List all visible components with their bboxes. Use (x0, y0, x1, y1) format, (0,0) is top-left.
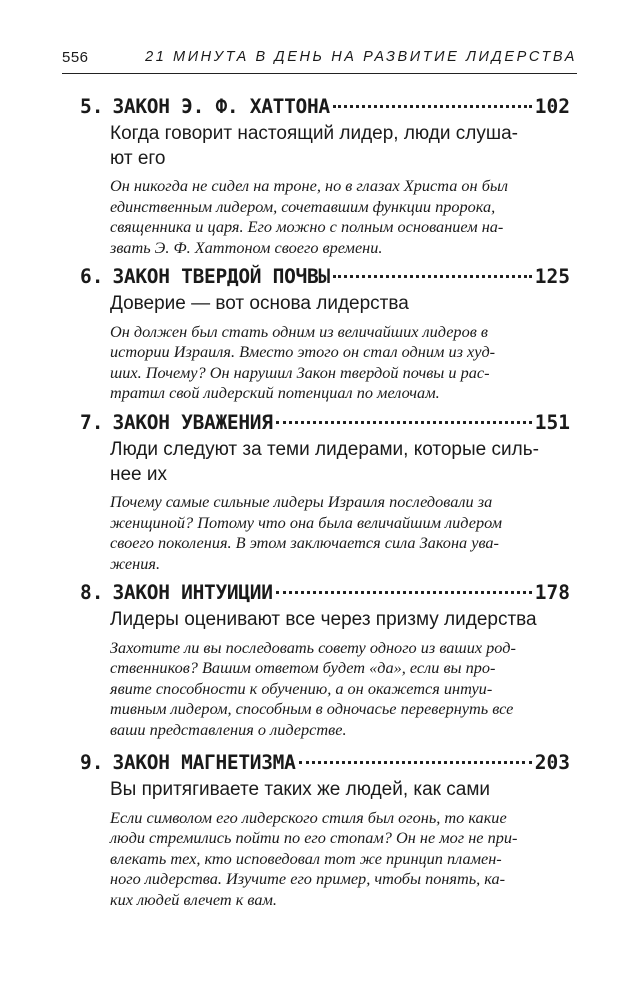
subtitle-line: Люди следуют за теми лидерами, которые силь- (110, 439, 539, 460)
entry-title: ЗАКОН Э. Ф. ХАТТОНА (112, 95, 330, 118)
entry-title: ЗАКОН МАГНЕТИЗМА (112, 751, 296, 774)
dot-leader (333, 259, 532, 283)
description-line: ваши представления о лидерстве. (110, 719, 347, 739)
entry-description (110, 176, 570, 258)
description-line: ших. Почему? Он нарушил Закон твердой почвы и рас- (110, 362, 490, 382)
page-header (62, 47, 577, 74)
description-line: Если символом его лидерского стиля был огонь, то какие (110, 807, 507, 827)
description-line: Почему самые сильные лидеры Израиля последовали за (110, 492, 493, 511)
dot-leader (276, 405, 532, 429)
entry-subtitle (110, 292, 570, 317)
entry-description (110, 808, 570, 911)
running-title: 21 МИНУТА В ДЕНЬ НА РАЗВИТИЕ ЛИДЕРСТВА (145, 49, 577, 65)
entry-description (110, 322, 570, 404)
entry-title: ЗАКОН УВАЖЕНИЯ (112, 411, 273, 434)
dot-leader (299, 745, 532, 769)
description-line: истории Израиля. Вместо этого он стал одним из худ- (110, 342, 496, 361)
entry-heading (80, 745, 570, 775)
entry-number: 5. (80, 95, 104, 118)
entry-heading (80, 259, 570, 289)
subtitle-line: Когда говорит настоящий лидер, люди слуша- (110, 123, 518, 144)
description-line: явите способности к обучению, а он окажется интуи- (110, 678, 493, 698)
description-line: ких людей влечет к вам. (110, 889, 277, 909)
entry-description (110, 638, 570, 741)
description-line: тивным лидером, способным в одночасье перевернуть все (110, 699, 514, 718)
subtitle-line: Вы притягиваете таких же людей, как сами (110, 779, 491, 800)
entry-page-number: 102 (534, 95, 570, 118)
toc-entry (80, 745, 570, 910)
description-line: своего поколения. В этом заключается сила Закона ува- (110, 533, 499, 552)
entry-subtitle (110, 122, 570, 171)
subtitle-line: Доверие — вот основа лидерства (110, 293, 409, 314)
description-line: женщиной? Потому что она была величайшим лидером (110, 512, 503, 532)
dot-leader (333, 89, 532, 113)
description-line: тратил свой лидерский потенциал по мелочам. (110, 383, 440, 402)
description-line: ного лидерства. Изучите его пример, чтобы понять, ка- (110, 869, 506, 888)
entry-heading (80, 89, 570, 119)
toc-entry (80, 89, 570, 258)
description-line: ственников? Вашим ответом будет «да», если вы про- (110, 658, 496, 677)
toc-entry (80, 405, 570, 574)
entry-number: 9. (80, 751, 104, 774)
entry-page-number: 125 (534, 265, 570, 288)
subtitle-line: нее их (110, 463, 168, 485)
entry-title: ЗАКОН ТВЕРДОЙ ПОЧВЫ (112, 265, 330, 288)
description-line: люди стремились пойти по его стопам? Он не мог не при- (110, 828, 518, 847)
dot-leader (276, 575, 532, 599)
entry-number: 8. (80, 581, 104, 604)
entry-page-number: 151 (534, 411, 570, 434)
entry-page-number: 178 (534, 581, 570, 604)
entry-number: 7. (80, 411, 104, 434)
entry-heading (80, 575, 570, 605)
toc-entry (80, 259, 570, 404)
entry-subtitle (110, 438, 570, 487)
entry-description (110, 492, 570, 574)
description-line: Он никогда не сидел на троне, но в глазах Христа он был (110, 176, 509, 195)
description-line: священника и царя. Его можно с полным основанием на- (110, 217, 504, 236)
description-line: влекать тех, кто исповедовал тот же принцип пламен- (110, 848, 502, 868)
entry-heading (80, 405, 570, 435)
description-line: жения. (110, 553, 161, 573)
toc-entry (80, 575, 570, 740)
subtitle-line: Лидеры оценивают все через призму лидерства (110, 609, 537, 630)
entry-subtitle (110, 608, 570, 633)
entry-page-number: 203 (534, 751, 570, 774)
description-line: звать Э. Ф. Хаттоном своего времени. (110, 237, 383, 257)
entry-subtitle (110, 778, 570, 803)
description-line: единственным лидером, сочетавшим функции пророка, (110, 196, 496, 216)
page-number: 556 (62, 49, 89, 66)
description-line: Он должен был стать одним из величайших лидеров в (110, 321, 488, 341)
description-line: Захотите ли вы последовать совету одного из ваших род- (110, 637, 516, 657)
entry-number: 6. (80, 265, 104, 288)
entry-title: ЗАКОН ИНТУИЦИИ (112, 581, 273, 604)
subtitle-line: ют его (110, 147, 166, 169)
